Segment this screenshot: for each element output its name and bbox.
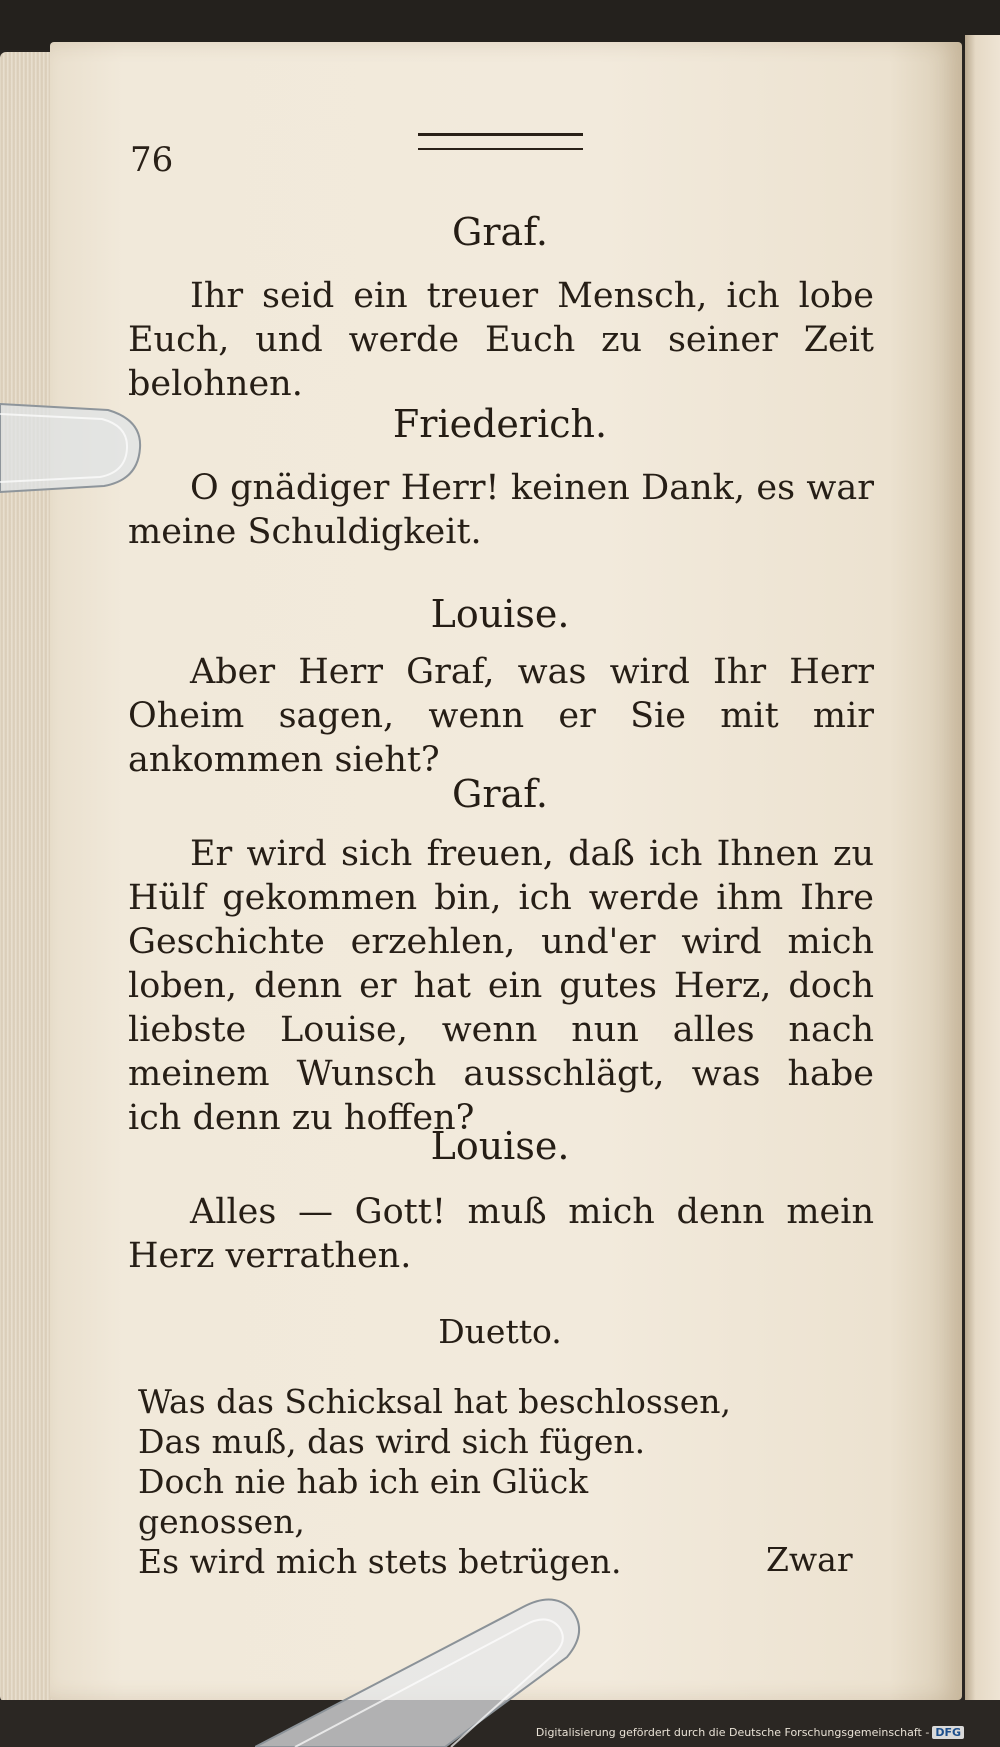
speaker-name: Friederich.: [392, 402, 608, 446]
header-rule: [418, 133, 583, 150]
verse-line: Doch nie hab ich ein Glück genossen,: [138, 1462, 589, 1541]
page-clip-top: [0, 392, 150, 502]
dfg-logo: DFG: [932, 1726, 964, 1739]
page-clip-bottom: [255, 1585, 595, 1747]
speaker-name: Graf.: [452, 772, 548, 816]
verse-line: Was das Schicksal hat beschlossen,: [138, 1382, 731, 1421]
duetto-title: Duetto.: [438, 1312, 562, 1351]
duetto-verse: [138, 1382, 738, 1582]
speech-text: O gnädiger Herr! keinen Dank, es war meine Schuldigkeit.: [128, 468, 874, 552]
speaker-name: Louise.: [430, 592, 570, 636]
speech-text: Ihr seid ein treuer Mensch, ich lobe Euch, und werde Euch zu seiner Zeit belohnen.: [128, 276, 874, 404]
verse-line: Es wird mich stets betrügen.: [138, 1542, 622, 1581]
next-page-edge: [965, 35, 1000, 1705]
speaker-name: Graf.: [452, 210, 548, 254]
verse-line: Das muß, das wird sich fügen.: [138, 1422, 646, 1461]
speech-text: Er wird sich freuen, daß ich Ihnen zu Hülf gekommen bin, ich werde ihm Ihre Geschichte erzehlen, und'er wird mich loben, denn er hat ein gutes Herz, doch liebste Louise, wenn nun alles nach meinem Wunsch ausschlägt, was habe ich denn zu hoffen?: [128, 834, 874, 1138]
catchword: Zwar: [766, 1540, 853, 1579]
speaker-name: Louise.: [430, 1124, 570, 1168]
speech-text: Alles — Gott! muß mich denn mein Herz verrathen.: [128, 1192, 874, 1276]
digitization-credit: [536, 1726, 964, 1739]
credit-text: Digitalisierung gefördert durch die Deutsche Forschungsgemeinschaft -: [535, 1726, 930, 1739]
page-number: 76: [130, 140, 174, 180]
speech-text: Aber Herr Graf, was wird Ihr Herr Oheim sagen, wenn er Sie mit mir ankommen sieht?: [128, 652, 874, 780]
